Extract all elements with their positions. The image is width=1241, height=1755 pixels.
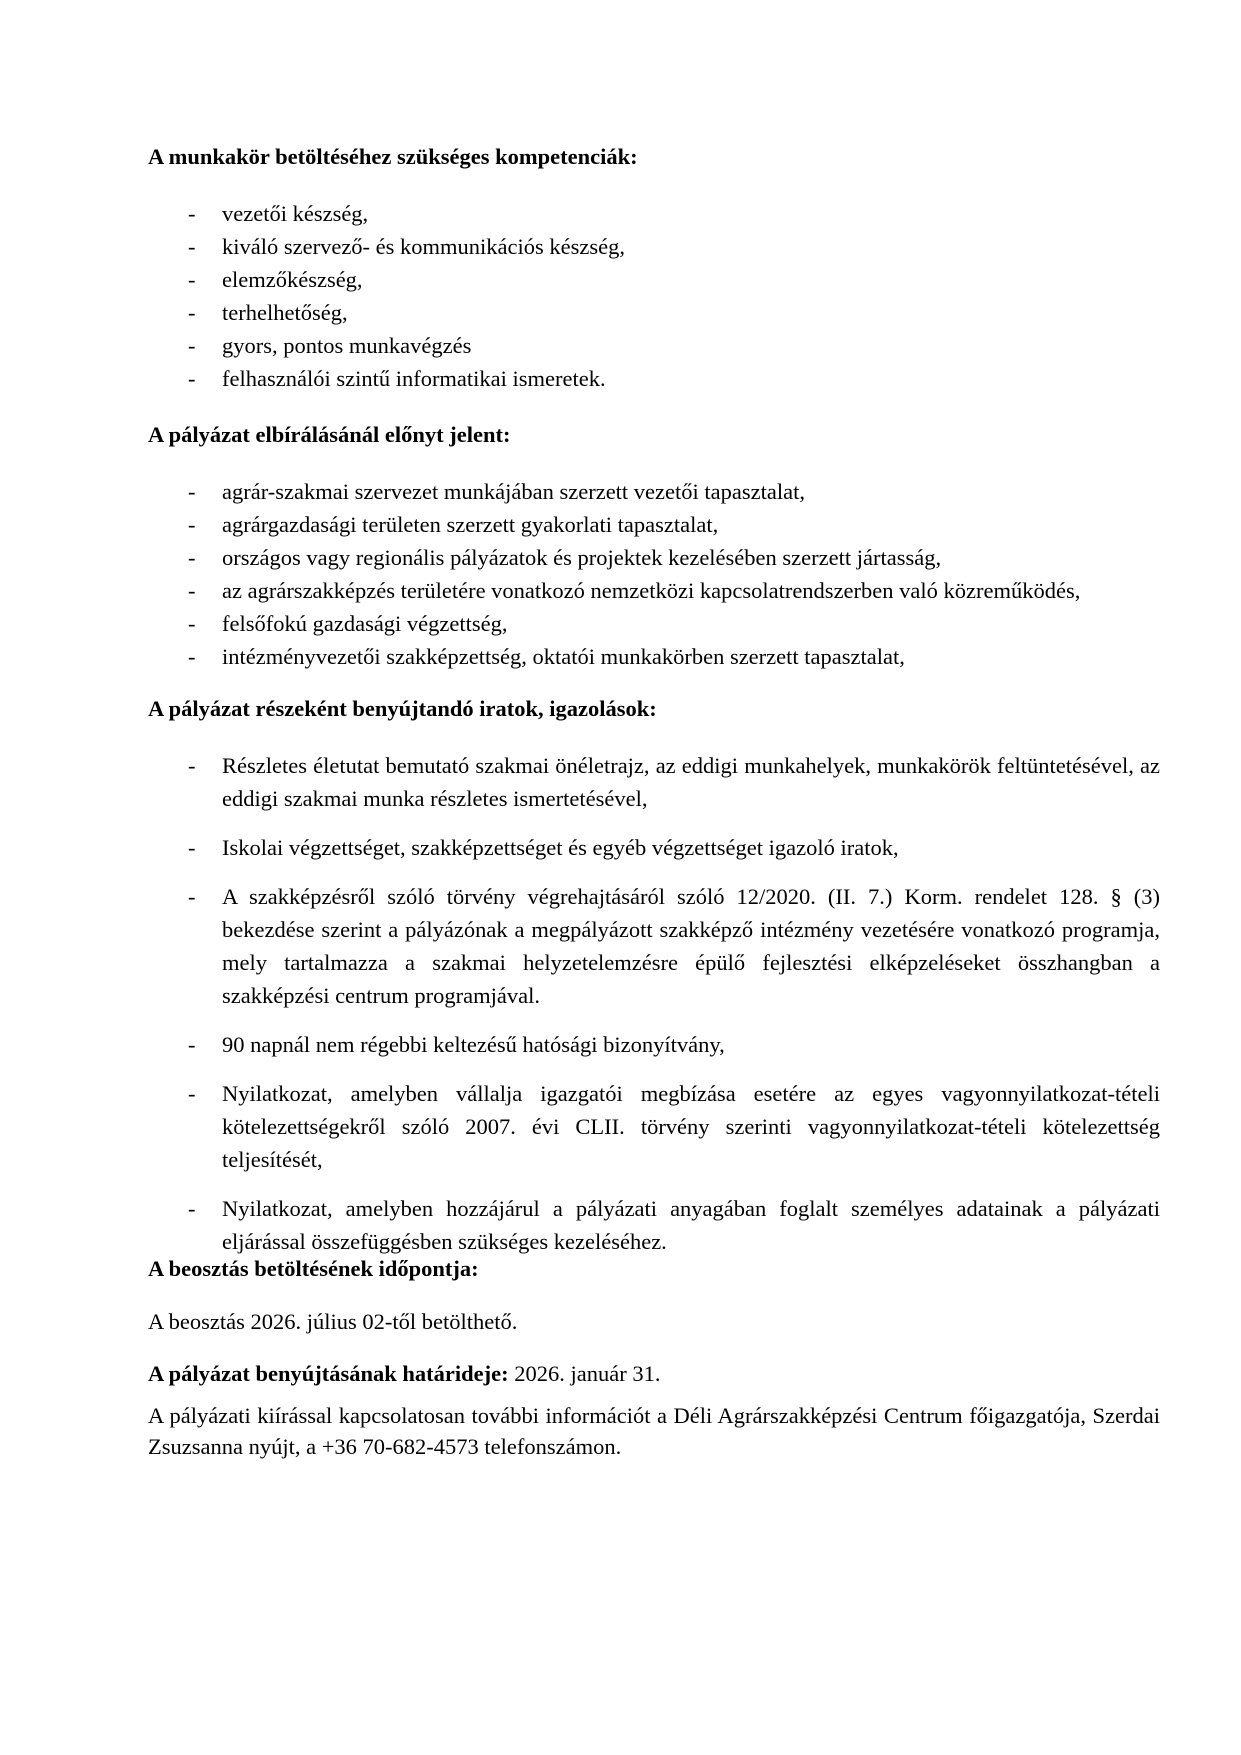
dash-bullet: - (188, 512, 196, 537)
list-item: - agrár-szakmai szervezet munkájában szerzett vezetői tapasztalat, (148, 475, 1160, 508)
dash-bullet: - (188, 753, 196, 778)
dash-bullet: - (188, 1196, 196, 1221)
dash-bullet: - (188, 611, 196, 636)
dash-bullet: - (188, 578, 196, 603)
deadline-line (148, 1357, 1160, 1390)
advantages-section (148, 418, 1160, 673)
documents-list (148, 749, 1160, 1258)
dash-bullet: - (188, 366, 196, 391)
dash-bullet: - (188, 545, 196, 570)
list-item: - kiváló szervező- és kommunikációs készség, (148, 230, 1160, 263)
list-item: - vezetői készség, (148, 197, 1160, 230)
dash-bullet: - (188, 479, 196, 504)
dash-bullet: - (188, 644, 196, 669)
start-date-heading: A beosztás betöltésének időpontja: (148, 1256, 479, 1281)
start-date-text: A beosztás 2026. július 02-től betölthető. (148, 1309, 518, 1334)
list-item: - Nyilatkozat, amelyben vállalja igazgatói megbízása esetére az egyes vagyonnyilatkozat-tételi kötelezettségekről szóló 2007. évi CLII. törvény szerinti vagyonnyilatkozat-tételi kötelezettség teljesítését, (148, 1077, 1160, 1176)
dash-bullet: - (188, 1032, 196, 1057)
dash-bullet: - (188, 300, 196, 325)
documents-section (148, 692, 1160, 1274)
dash-bullet: - (188, 884, 196, 909)
list-item: - az agrárszakképzés területére vonatkozó nemzetközi kapcsolatrendszerben való közreműködés, (148, 574, 1160, 607)
list-item: - felhasználói szintű informatikai ismeretek. (148, 362, 1160, 395)
list-item: - agrárgazdasági területen szerzett gyakorlati tapasztalat, (148, 508, 1160, 541)
list-item: - Iskolai végzettséget, szakképzettséget és egyéb végzettséget igazoló iratok, (148, 831, 1160, 864)
dash-bullet: - (188, 201, 196, 226)
advantages-list (148, 475, 1160, 673)
advantages-heading: A pályázat elbírálásánál előnyt jelent: (148, 422, 511, 447)
competencies-heading: A munkakör betöltéséhez szükséges kompetenciák: (148, 144, 638, 169)
list-item: - 90 napnál nem régebbi keltezésű hatósági bizonyítvány, (148, 1028, 1160, 1061)
start-date-section (148, 1252, 1160, 1338)
competencies-section (148, 140, 1160, 395)
dash-bullet: - (188, 234, 196, 259)
dash-bullet: - (188, 333, 196, 358)
list-item: - felsőfokú gazdasági végzettség, (148, 607, 1160, 640)
list-item: - terhelhetőség, (148, 296, 1160, 329)
dash-bullet: - (188, 835, 196, 860)
deadline-section (148, 1357, 1160, 1390)
documents-heading: A pályázat részeként benyújtandó iratok, igazolások: (148, 696, 657, 721)
list-item: - elemzőkészség, (148, 263, 1160, 296)
deadline-value: 2026. január 31. (508, 1361, 661, 1386)
competencies-list (148, 197, 1160, 395)
deadline-label: A pályázat benyújtásának határideje: (148, 1361, 509, 1386)
list-item: - gyors, pontos munkavégzés (148, 329, 1160, 362)
list-item: - intézményvezetői szakképzettség, oktatói munkakörben szerzett tapasztalat, (148, 640, 1160, 673)
list-item: - országos vagy regionális pályázatok és projektek kezelésében szerzett jártasság, (148, 541, 1160, 574)
contact-text: A pályázati kiírással kapcsolatosan további információt a Déli Agrárszakképzési Centrum főigazgatója, Szerdai Zsuzsanna nyújt, a +36 70-682-4573 telefonszámon. (148, 1403, 1160, 1459)
list-item: - A szakképzésről szóló törvény végrehajtásáról szóló 12/2020. (II. 7.) Korm. rendelet 128. § (3) bekezdése szerint a pályázónak a megpályázott szakképző intézmény vezetésére vonatkozó programja, mely tartalmazza a szakmai helyzetelemzésre épülő fejlesztési elképzeléseket összhangban a szakképzési centrum programjával. (148, 880, 1160, 1012)
dash-bullet: - (188, 267, 196, 292)
list-item: - Részletes életutat bemutató szakmai önéletrajz, az eddigi munkahelyek, munkakörök feltüntetésével, az eddigi szakmai munka részletes ismertetésével, (148, 749, 1160, 815)
dash-bullet: - (188, 1081, 196, 1106)
contact-section (148, 1400, 1160, 1462)
list-item: - Nyilatkozat, amelyben hozzájárul a pályázati anyagában foglalt személyes adatainak a pályázati eljárással összefüggésben szükséges kezeléséhez. (148, 1192, 1160, 1258)
